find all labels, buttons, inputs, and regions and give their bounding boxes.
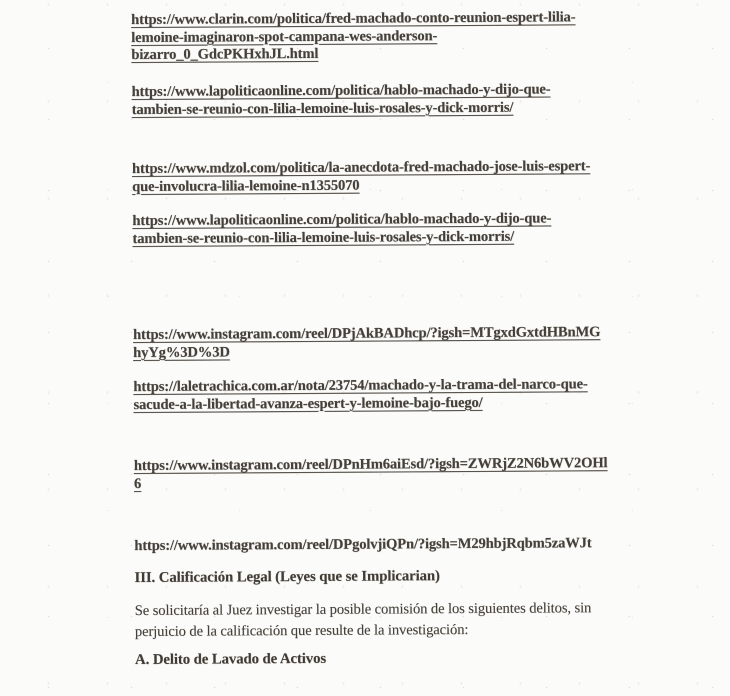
- paragraph-line: perjuicio de la calificación que resulte de la investigación:: [134, 621, 469, 640]
- link-mdzol-article[interactable]: [132, 158, 590, 196]
- link-line: https://www.clarin.com/politica/fred-machado-conto-reunion-espert-lilia-: [131, 9, 576, 28]
- link-clarin-article[interactable]: [131, 9, 576, 64]
- legal-request-paragraph: [135, 598, 657, 643]
- link-instagram-reel-3[interactable]: [134, 535, 591, 555]
- link-line: https://laletrachica.com.ar/nota/23754/machado-y-la-trama-del-narco-que-: [133, 376, 588, 395]
- link-line: que-involucra-lilia-lemoine-n1355070: [132, 177, 360, 195]
- paragraph-line: Se solicitaría al Juez investigar la posible comisión de los siguientes delitos, sin: [134, 600, 592, 619]
- section-heading-money-laundering: A. Delito de Lavado de Activos: [134, 650, 327, 668]
- link-line: https://www.lapoliticaonline.com/politica/hablo-machado-y-dijo-que-: [131, 81, 551, 100]
- section-heading-legal-qualification: III. Calificación Legal (Leyes que se Implicarian): [134, 568, 440, 586]
- link-line: https://www.instagram.com/reel/DPgolvjiQPn/?igsh=M29hbjRqbm5zaWJt: [134, 535, 592, 554]
- link-instagram-reel-1[interactable]: [133, 324, 600, 362]
- link-line: 6: [133, 475, 142, 492]
- link-instagram-reel-2[interactable]: [134, 455, 608, 493]
- link-line: hyYg%3D%3D: [133, 343, 230, 361]
- link-line: https://www.lapoliticaonline.com/politica/hablo-machado-y-dijo-que-: [132, 210, 552, 229]
- link-line: https://www.instagram.com/reel/DPnHm6aiEsd/?igsh=ZWRjZ2N6bWV2OHl: [133, 455, 608, 474]
- link-line: https://www.mdzol.com/politica/la-anecdota-fred-machado-jose-luis-espert-: [131, 158, 591, 177]
- link-laletrachica-article[interactable]: [133, 376, 587, 414]
- link-line: lemoine-imaginaron-spot-campana-wes-anderson-: [131, 27, 438, 46]
- link-lapoliticaonline-article-1[interactable]: [132, 81, 551, 119]
- link-line: tambien-se-reunio-con-lilia-lemoine-luis-rosales-y-dick-morris/: [131, 99, 514, 118]
- link-line: bizarro_0_GdcPKHxhJL.html: [131, 46, 319, 64]
- link-line: tambien-se-reunio-con-lilia-lemoine-luis-rosales-y-dick-morris/: [132, 228, 515, 247]
- link-line: https://www.instagram.com/reel/DPjAkBADhcp/?igsh=MTgxdGxtdHBnMG: [132, 324, 601, 343]
- link-lapoliticaonline-article-2[interactable]: [132, 210, 551, 248]
- link-line: sacude-a-la-libertad-avanza-espert-y-lemoine-bajo-fuego/: [133, 394, 483, 413]
- scanned-document-page: [131, 0, 655, 696]
